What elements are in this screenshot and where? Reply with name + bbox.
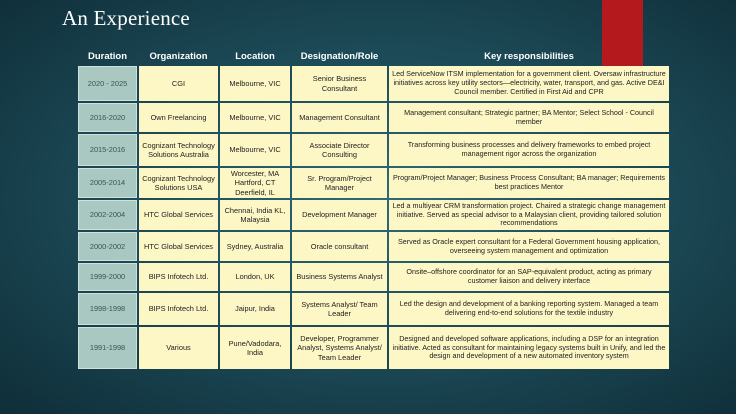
cell-location: Chennai, India KL, Malaysia <box>220 200 290 230</box>
cell-organization: CGI <box>139 66 218 101</box>
cell-location: Worcester, MA Hartford, CT Deerfield, IL <box>220 168 290 198</box>
cell-responsibilities: Designed and developed software applications, including a DSP for an integration initiative. Acted as consultant for maintaining legacy systems built in Unify, and led the design and development of a new automated inventory system <box>389 327 669 369</box>
cell-organization: Cognizant Technology Solutions Australia <box>139 134 218 166</box>
cell-role: Development Manager <box>292 200 387 230</box>
cell-organization: Own Freelancing <box>139 103 218 132</box>
header-organization: Organization <box>149 50 208 62</box>
cell-role: Systems Analyst/ Team Leader <box>292 293 387 325</box>
table-row <box>78 134 669 166</box>
table-row <box>78 327 669 369</box>
header-responsibilities: Key responsibilities <box>484 50 574 62</box>
cell-responsibilities: Management consultant; Strategic partner; BA Mentor; Select School - Council member <box>389 103 669 132</box>
cell-role: Senior Business Consultant <box>292 66 387 101</box>
cell-role: Oracle consultant <box>292 232 387 261</box>
header-duration: Duration <box>87 50 128 62</box>
cell-responsibilities: Served as Oracle expert consultant for a Federal Government housing application, overseeing system management and optimization <box>389 232 669 261</box>
header-role: Designation/Role <box>300 50 379 62</box>
cell-responsibilities: Transforming business processes and delivery frameworks to embed project management rigor across the organization <box>389 134 669 166</box>
cell-organization: HTC Global Services <box>139 232 218 261</box>
slide-title: An Experience <box>62 6 190 30</box>
cell-organization: BIPS Infotech Ltd. <box>139 263 218 291</box>
cell-responsibilities: Onsite–offshore coordinator for an SAP-equivalent product, acting as primary customer liaison and delivery interface <box>389 263 669 291</box>
cell-role: Business Systems Analyst <box>292 263 387 291</box>
cell-location: Melbourne, VIC <box>220 103 290 132</box>
cell-organization: HTC Global Services <box>139 200 218 230</box>
cell-duration: 2015-2016 <box>78 134 137 166</box>
cell-responsibilities: Led ServiceNow ITSM implementation for a government client. Oversaw infrastructure initiatives across key utility sectors—electricity, water, transport, and gas. Active DE&I Council member. Certified in First Aid and CPR <box>389 66 669 101</box>
table-row <box>78 66 669 101</box>
experience-table <box>76 46 671 371</box>
table-header-row <box>78 48 669 64</box>
cell-location: Jaipur, India <box>220 293 290 325</box>
cell-role: Developer, Programmer Analyst, Systems Analyst/ Team Leader <box>292 327 387 369</box>
cell-responsibilities: Led a multiyear CRM transformation project. Chaired a strategic change management initiative. Served as special advisor to a Malaysian client, providing tailored solution recommendations <box>389 200 669 230</box>
cell-organization: Various <box>139 327 218 369</box>
cell-location: Sydney, Australia <box>220 232 290 261</box>
cell-location: Pune/Vadodara, India <box>220 327 290 369</box>
cell-location: Melbourne, VIC <box>220 66 290 101</box>
table-row <box>78 103 669 132</box>
cell-role: Sr. Program/Project Manager <box>292 168 387 198</box>
header-location: Location <box>235 50 275 62</box>
cell-duration: 1991-1998 <box>78 327 137 369</box>
cell-duration: 2005-2014 <box>78 168 137 198</box>
table-row <box>78 168 669 198</box>
cell-duration: 2002-2004 <box>78 200 137 230</box>
table-row <box>78 200 669 230</box>
cell-duration: 2000-2002 <box>78 232 137 261</box>
cell-duration: 2016-2020 <box>78 103 137 132</box>
cell-role: Associate Director Consulting <box>292 134 387 166</box>
cell-location: Melbourne, VIC <box>220 134 290 166</box>
cell-location: London, UK <box>220 263 290 291</box>
cell-responsibilities: Led the design and development of a banking reporting system. Managed a team delivering end-to-end solutions for the textile industry <box>389 293 669 325</box>
cell-duration: 1998-1998 <box>78 293 137 325</box>
cell-role: Management Consultant <box>292 103 387 132</box>
cell-duration: 2020 - 2025 <box>78 66 137 101</box>
table-row <box>78 293 669 325</box>
table-row <box>78 232 669 261</box>
cell-responsibilities: Program/Project Manager; Business Process Consultant; BA manager; Requirements best practices Mentor <box>389 168 669 198</box>
cell-duration: 1999-2000 <box>78 263 137 291</box>
cell-organization: BIPS Infotech Ltd. <box>139 293 218 325</box>
cell-organization: Cognizant Technology Solutions USA <box>139 168 218 198</box>
table-row <box>78 263 669 291</box>
